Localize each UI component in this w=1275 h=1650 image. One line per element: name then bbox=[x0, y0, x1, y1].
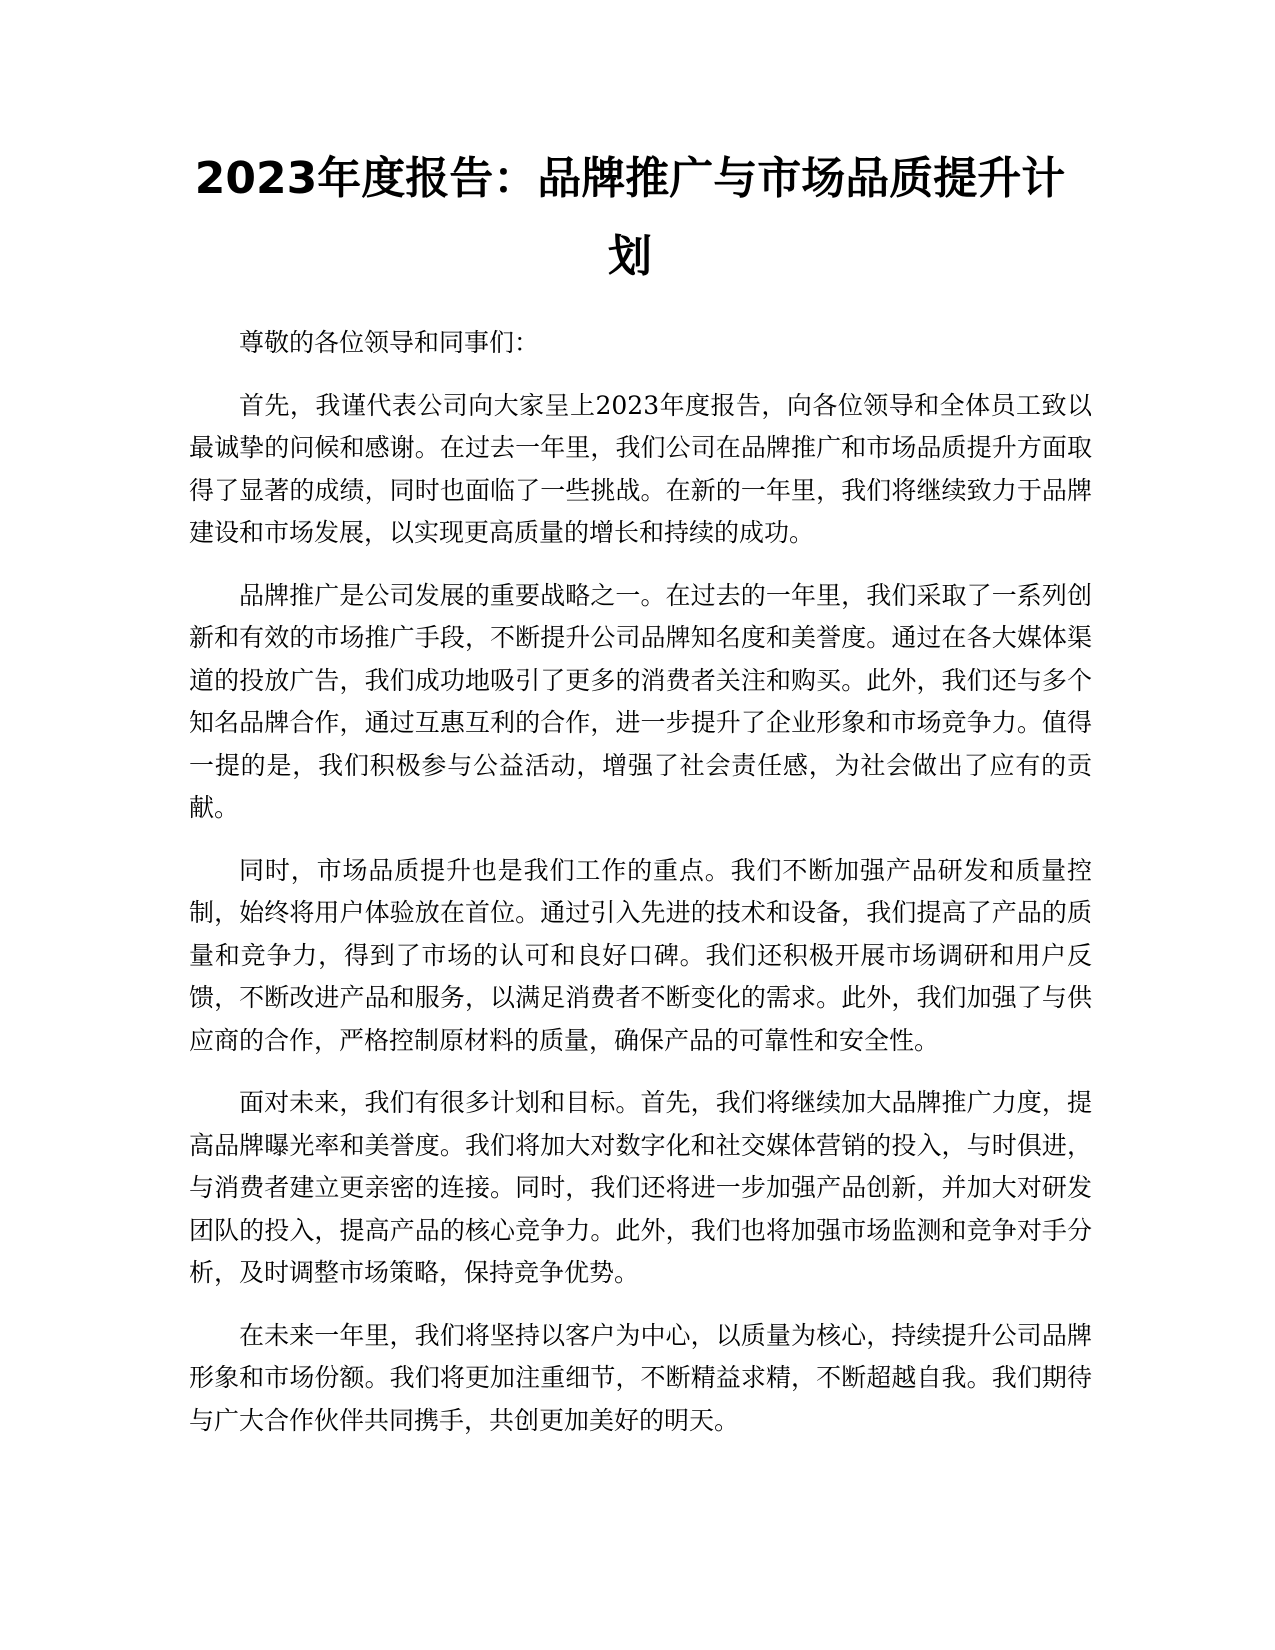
paragraph-brand-promotion: 品牌推广是公司发展的重要战略之一。在过去的一年里，我们采取了一系列创新和有效的市场推广手段，不断提升公司品牌知名度和美誉度。通过在各大媒体渠道的投放广告，我们成功地吸引了更多的消费者关注和购买。此外，我们还与多个知名品牌合作，通过互惠互利的合作，进一步提升了企业形象和市场竞争力。值得一提的是，我们积极参与公益活动，增强了社会责任感，为社会做出了应有的贡献。 bbox=[189, 580, 1092, 822]
paragraph-future-plans: 面对未来，我们有很多计划和目标。首先，我们将继续加大品牌推广力度，提高品牌曝光率和美誉度。我们将加大对数字化和社交媒体营销的投入，与时俱进，与消费者建立更亲密的连接。同时，我们还将进一步加强产品创新，并加大对研发团队的投入，提高产品的核心竞争力。此外，我们也将加强市场监测和竞争对手分析，及时调整市场策略，保持竞争优势。 bbox=[189, 1088, 1092, 1287]
paragraph-salutation: 尊敬的各位领导和同事们： bbox=[239, 328, 540, 357]
document-title: 2023年度报告：品牌推广与市场品质提升计划 bbox=[194, 153, 1066, 282]
document-body bbox=[189, 322, 1092, 1462]
paragraph-market-quality: 同时，市场品质提升也是我们工作的重点。我们不断加强产品研发和质量控制，始终将用户体验放在首位。通过引入先进的技术和设备，我们提高了产品的质量和竞争力，得到了市场的认可和良好口碑。我们还积极开展市场调研和用户反馈，不断改进产品和服务，以满足消费者不断变化的需求。此外，我们加强了与供应商的合作，严格控制原材料的质量，确保产品的可靠性和安全性。 bbox=[189, 855, 1092, 1055]
paragraph-introduction: 首先，我谨代表公司向大家呈上2023年度报告，向各位领导和全体员工致以最诚挚的问候和感谢。在过去一年里，我们公司在品牌推广和市场品质提升方面取得了显著的成绩，同时也面临了一些挑战。在新的一年里，我们将继续致力于品牌建设和市场发展，以实现更高质量的增长和持续的成功。 bbox=[189, 390, 1092, 547]
paragraph-conclusion: 在未来一年里，我们将坚持以客户为中心，以质量为核心，持续提升公司品牌形象和市场份额。我们将更加注重细节，不断精益求精，不断超越自我。我们期待与广大合作伙伴共同携手，共创更加美好的明天。 bbox=[189, 1320, 1092, 1435]
